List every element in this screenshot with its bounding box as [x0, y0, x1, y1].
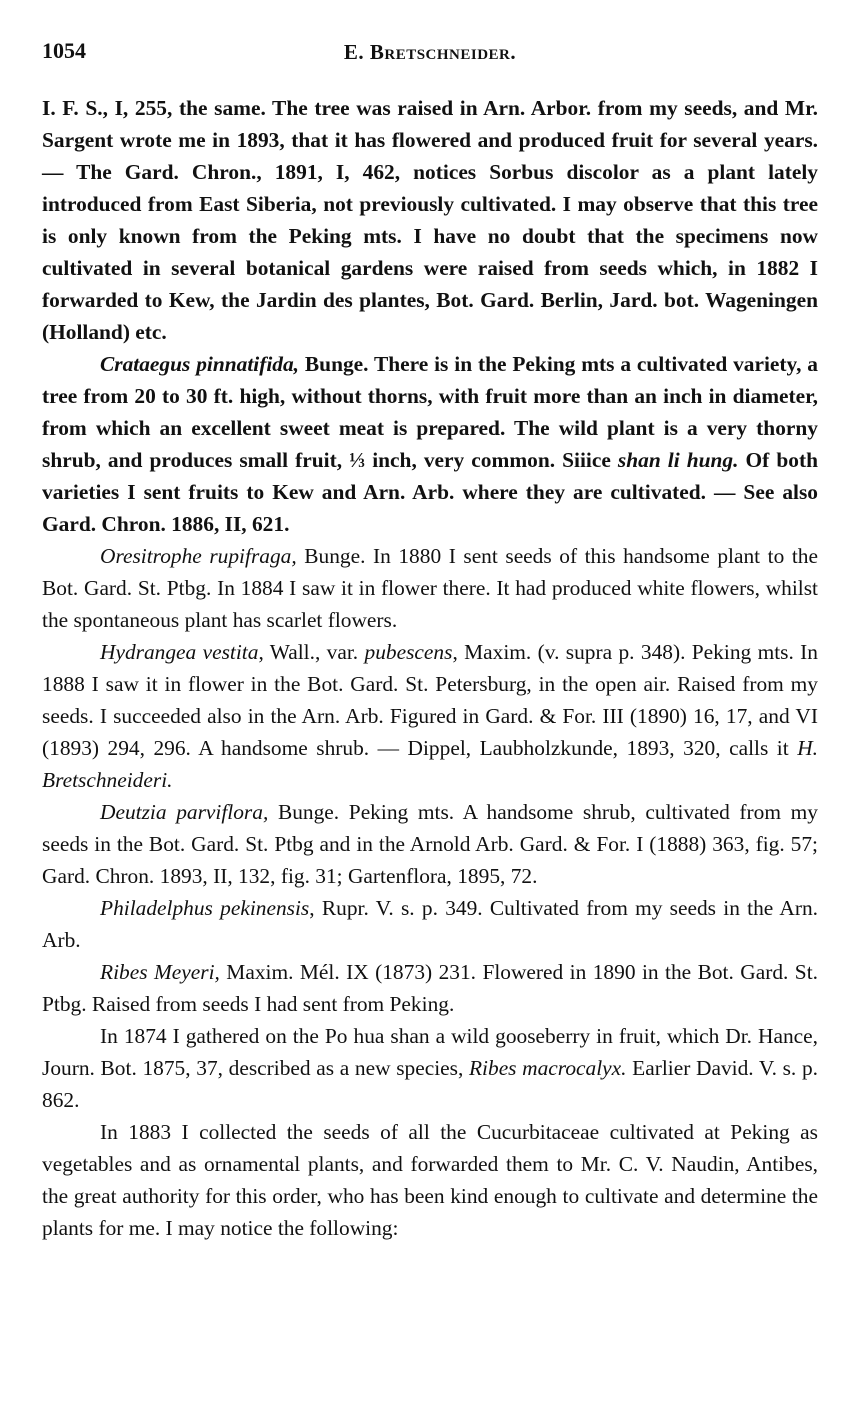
page-header [42, 38, 818, 68]
italic-run: Oresitrophe rupifraga, [100, 544, 297, 568]
text-run: Bunge. There is in the Peking mts a cultivated variety, a tree from 20 to 30 ft. high, without thorns, with fruit more than an inch in diameter, from which an excellent sweet meat is prepared. The wild plant is a very thorny shrub, and produces small fruit, ⅓ inch, very common. Siiice [42, 352, 818, 472]
paragraph [42, 636, 818, 796]
italic-run: H. Bretschneideri. [42, 736, 818, 792]
paragraph [42, 892, 818, 956]
page-number: 1054 [42, 38, 86, 63]
text-run: In 1883 I collected the seeds of all the Cucurbitaceae cultivated at Peking as vegetables and as ornamental plants, and forwarded them to Mr. C. V. Naudin, Antibes, the great authority for this order, who has been kind enough to cultivate and determine the plants for me. I may notice the following: [42, 1120, 818, 1240]
text-run: Bunge. Peking mts. A handsome shrub, cultivated from my seeds in the Bot. Gard. St. Ptbg and in the Arnold Arb. Gard. & For. I (1888) 363, fig. 57; Gard. Chron. 1893, II, 132, fig. 31; Gartenflora, 1895, 72. [42, 800, 818, 888]
text-run: Of both varieties I sent fruits to Kew and Arn. Arb. where they are cultivated. — See also Gard. Chron. 1886, II, 621. [42, 448, 818, 536]
italic-run: Crataegus pinnatifida, [100, 352, 300, 376]
text-run: Earlier David. V. s. p. 862. [42, 1056, 818, 1112]
text-run: , Wall., var. [258, 640, 365, 664]
text-run: , Maxim. (v. supra p. 348). Peking mts. In 1888 I saw it in flower in the Bot. Gard. St. Petersburg, in the open air. Raised from my seeds. I succeeded also in the Arn. Arb. Figured in Gard. & For. III (1890) 16, 17, and VI (1893) 294, 296. A handsome shrub. — Dippel, Laubholzkunde, 1893, 320, calls it [42, 640, 818, 760]
running-head: E. Bretschneider. [343, 40, 517, 64]
paragraph [42, 540, 818, 636]
text-run: Bunge. In 1880 I sent seeds of this handsome plant to the Bot. Gard. St. Ptbg. In 1884 I saw it in flower there. It had produced white flowers, whilst the spontaneous plant has scarlet flowers. [42, 544, 818, 632]
italic-run: shan li hung. [617, 448, 739, 472]
italic-run: pubescens [364, 640, 453, 664]
paragraph [42, 1116, 818, 1244]
paragraph [42, 956, 818, 1020]
italic-run: Ribes Meyeri, [100, 960, 220, 984]
italic-run: Philadelphus pekinensis [100, 896, 310, 920]
italic-run: Hydrangea vestita [100, 640, 259, 664]
text-run: In 1874 I gathered on the Po hua shan a wild gooseberry in fruit, which Dr. Hance, Journ. Bot. 1875, 37, described as a new species, [42, 1024, 818, 1080]
page-body [42, 92, 818, 1244]
paragraph [42, 348, 818, 540]
text-run: , Rupr. V. s. p. 349. Cultivated from my seeds in the Arn. Arb. [42, 896, 818, 952]
italic-run: Ribes macrocalyx. [468, 1056, 627, 1080]
paragraph [42, 92, 818, 348]
paragraph [42, 1020, 818, 1116]
text-run: Maxim. Mél. IX (1873) 231. Flowered in 1890 in the Bot. Gard. St. Ptbg. Raised from seeds I had sent from Peking. [42, 960, 818, 1016]
italic-run: Deutzia parviflora, [100, 800, 269, 824]
paragraph [42, 796, 818, 892]
text-run: I. F. S., I, 255, the same. The tree was raised in Arn. Arbor. from my seeds, and Mr. Sargent wrote me in 1893, that it has flowered and produced fruit for several years. — The Gard. Chron., 1891, I, 462, notices Sorbus discolor as a plant lately introduced from East Siberia, not previously cultivated. I may observe that this tree is only known from the Peking mts. I have no doubt that the specimens now cultivated in several botanical gardens were raised from seeds which, in 1882 I forwarded to Kew, the Jardin des plantes, Bot. Gard. Berlin, Jard. bot. Wageningen (Holland) etc. [42, 96, 818, 344]
